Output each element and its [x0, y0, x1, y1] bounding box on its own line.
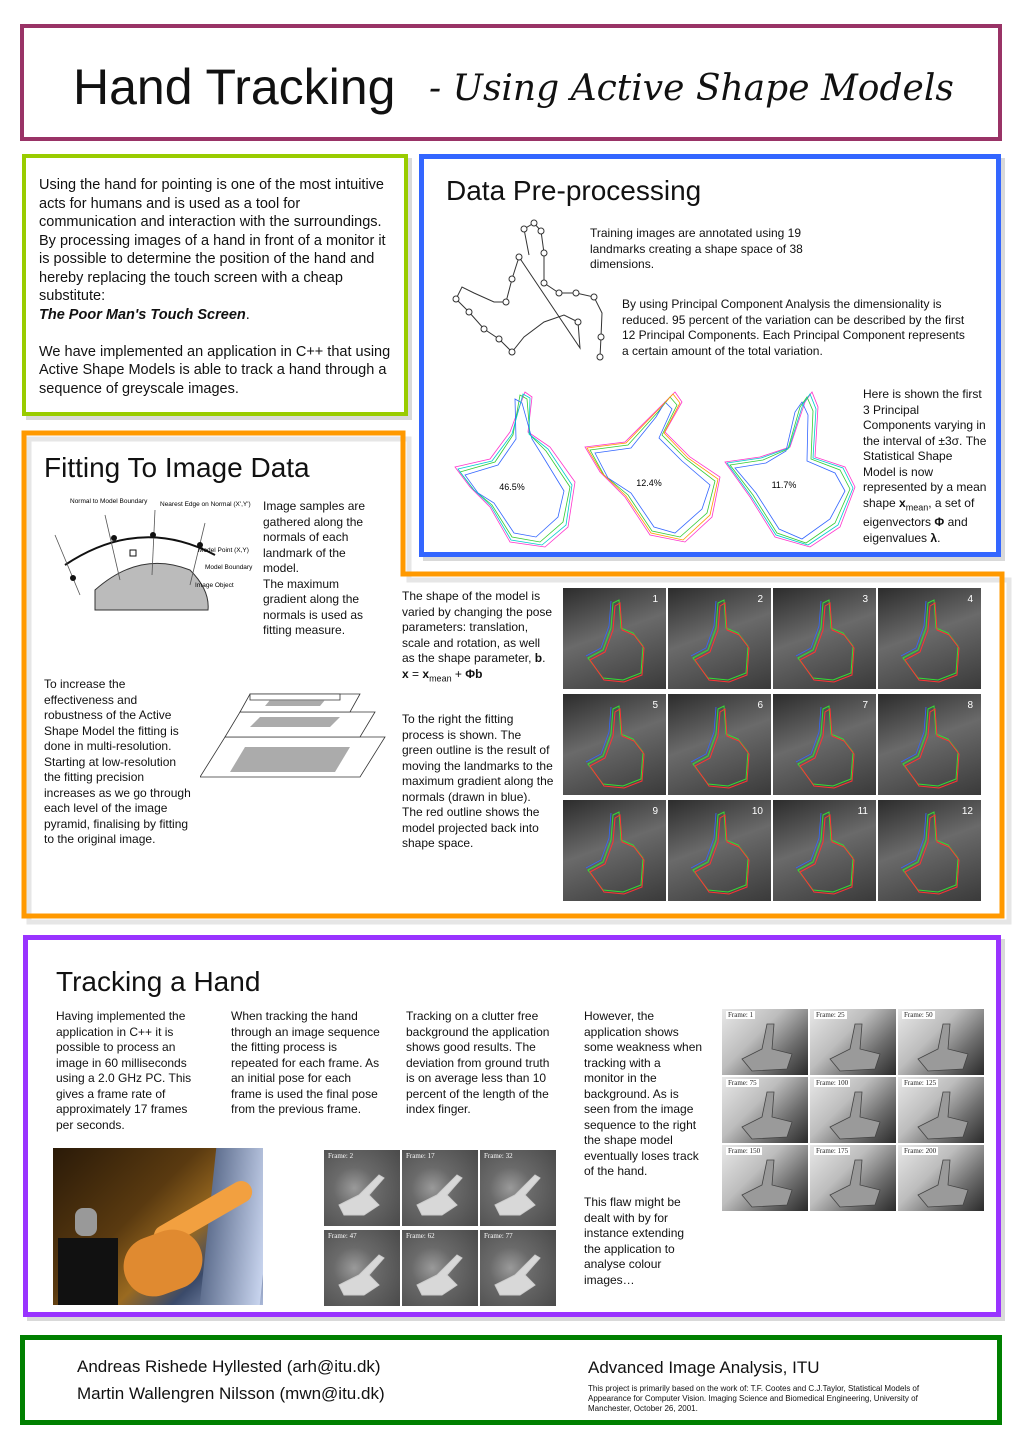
model-text-end: . — [937, 530, 941, 545]
model-mean-x: x — [899, 495, 906, 510]
pose-text: The shape of the model is varied by changing the pose parameters: translation, scale and rotation, as well as the shape parameter, — [402, 589, 553, 665]
clean-tracking-frame — [480, 1150, 556, 1226]
clutter-background-frames — [722, 1009, 983, 1211]
course-name: Advanced Image Analysis, ITU — [588, 1358, 820, 1377]
hand-outline — [668, 588, 771, 689]
page-title: Hand Tracking — [73, 59, 396, 115]
frame-number-label: Frame: 200 — [904, 1147, 937, 1155]
arm-shape — [115, 1221, 211, 1305]
fitting-iteration-frame — [563, 588, 666, 689]
weakness-text: However, the application shows some weakness when tracking with a monitor in the background. As is seen from the image sequence to the right the shape model eventually loses track of the hand. — [584, 1009, 703, 1178]
clutter-tracking-frame — [810, 1145, 896, 1211]
fitting-iteration-frame — [563, 800, 666, 901]
clutter-tracking-frame — [810, 1077, 896, 1143]
model-lambda: λ — [930, 530, 938, 545]
label-normal: Normal to Model Boundary — [70, 498, 148, 505]
clean-tracking-frame — [402, 1150, 478, 1226]
frame-number-label: Frame: 77 — [484, 1232, 513, 1240]
reference-text: This project is primarily based on the work of: T.F. Cootes and C.J.Taylor, Statistical Models of Appearance for Computer Vision. Imaging Science and Biomedical Engineering, University of Manchester, October 26, 2001. — [588, 1384, 920, 1413]
eq-x-mean: x — [422, 666, 430, 681]
fitting-iteration-frame — [668, 694, 771, 795]
fitting-samples-text: Image samples are gathered along the normals of each landmark of the model. The maximum gradient along the normals is used as fitting measure. — [263, 499, 366, 637]
frame-number-label: Frame: 175 — [816, 1147, 849, 1155]
clutter-tracking-frame — [898, 1145, 984, 1211]
iteration-number: 9 — [652, 806, 658, 817]
clutter-tracking-frame — [722, 1009, 808, 1075]
eq-equals: = — [408, 666, 423, 681]
tracking-heading: Tracking a Hand — [56, 966, 261, 997]
frame-number-label: Frame: 50 — [904, 1011, 933, 1019]
image-pyramid-diagram — [200, 682, 390, 782]
tracked-hand — [402, 1230, 478, 1306]
hand-outline — [773, 588, 876, 689]
tracked-hand — [480, 1150, 556, 1226]
clutter-tracking-frame — [810, 1009, 896, 1075]
model-mean-sub: mean — [905, 501, 929, 512]
iteration-number: 11 — [857, 806, 868, 817]
intro-emphasis: The Poor Man's Touch Screen — [39, 306, 246, 323]
tracked-hand — [402, 1150, 478, 1226]
preprocessing-text-pca: By using Principal Component Analysis the dimensionality is reduced. 95 percent of the variation can be described by the first 12 Principal Components. Each Principal Component represents a certain amount of the total variation. — [622, 297, 965, 358]
iteration-number: 7 — [862, 700, 868, 711]
frame-number-label: Frame: 17 — [406, 1152, 435, 1160]
clean-background-frames — [324, 1150, 560, 1308]
frame-number-label: Frame: 75 — [728, 1079, 757, 1087]
frame-number-label: Frame: 32 — [484, 1152, 513, 1160]
model-text-b: , a set of eigenvectors — [863, 495, 975, 530]
label-nearest-edge: Nearest Edge on Normal (X',Y') — [160, 501, 251, 508]
fitting-iteration-frame — [563, 694, 666, 795]
fitting-iteration-frame — [773, 588, 876, 689]
clean-tracking-frame — [324, 1150, 400, 1226]
iteration-number: 3 — [862, 594, 868, 605]
iteration-number: 8 — [967, 700, 973, 711]
eq-phib: Φb — [465, 666, 483, 681]
pc1-percentage: 46.5% — [499, 482, 525, 492]
author-2: Martin Wallengren Nilsson (mwn@itu.dk) — [77, 1384, 385, 1403]
webcam-shape — [75, 1208, 97, 1236]
tracking-col-sequence: When tracking the hand through an image sequence the fitting process is repeated for each frame. As an initial pose for each frame is used the final pose from the previous frame. — [231, 1009, 380, 1116]
frame-number-label: Frame: 62 — [406, 1232, 435, 1240]
intro-paragraph-2: We have implemented an application in C++ that using Active Shape Models is able to track a hand through a sequence of greyscale images. — [39, 343, 391, 397]
eq-mean-sub: mean — [429, 672, 452, 683]
tracking-box — [23, 935, 1001, 1317]
tracked-hand — [324, 1230, 400, 1306]
iteration-number: 12 — [961, 806, 973, 817]
iteration-number: 10 — [751, 806, 763, 817]
clutter-tracking-frame — [898, 1009, 984, 1075]
frame-number-label: Frame: 150 — [728, 1147, 761, 1155]
fitting-heading: Fitting To Image Data — [44, 452, 310, 483]
hand-outline — [563, 588, 666, 689]
tracked-hand — [324, 1150, 400, 1226]
clutter-tracking-frame — [722, 1077, 808, 1143]
clean-tracking-frame — [402, 1230, 478, 1306]
fitting-iteration-frame — [878, 694, 981, 795]
author-1: Andreas Rishede Hyllested (arh@itu.dk) — [77, 1357, 381, 1376]
frame-number-label: Frame: 25 — [816, 1011, 845, 1019]
frame-number-label: Frame: 47 — [328, 1232, 357, 1240]
preprocessing-heading: Data Pre-processing — [446, 175, 702, 206]
multi-resolution-text: To increase the effectiveness and robustness of the Active Shape Model the fitting is done in multi-resolution. Starting at low-resolution the fitting precision increases as we go through each level of the image pyramid, finalising by fitting to the original image. — [44, 677, 191, 846]
frame-number-label: Frame: 1 — [728, 1011, 754, 1019]
hand-outline — [668, 694, 771, 795]
pose-parameters-text — [402, 589, 554, 686]
fitting-iteration-frame — [668, 588, 771, 689]
clutter-tracking-frame — [898, 1077, 984, 1143]
tracked-hand — [480, 1230, 556, 1306]
fitting-process-text: To the right the fitting process is shown. The green outline is the result of moving the landmarks to the maximum gradient along the normals (drawn in blue). The red outline shows the model projected back into shape space. — [402, 712, 554, 850]
hand-outline — [878, 588, 981, 689]
pointing-hand-photo — [53, 1148, 263, 1305]
fitting-iterations-grid — [563, 588, 983, 904]
iteration-number: 1 — [652, 594, 658, 605]
tracking-col-weakness — [584, 1009, 704, 1288]
model-text-c: and eigenvalues — [863, 515, 968, 545]
footer-box — [20, 1335, 1002, 1425]
iteration-number: 4 — [967, 594, 973, 605]
label-model-boundary: Model Boundary — [205, 564, 253, 571]
eq-plus: + — [451, 666, 466, 681]
eq-x: x — [402, 666, 409, 681]
weakness-future-text: This flaw might be dealt with by for instance extending the application to analyse colour images… — [584, 1195, 685, 1287]
fitting-iteration-frame — [878, 588, 981, 689]
monitor-shape — [200, 1148, 263, 1305]
pc3-percentage: 11.7% — [771, 480, 797, 490]
hand-outline — [563, 800, 666, 901]
iteration-number: 6 — [757, 700, 763, 711]
pose-dot: . — [542, 651, 546, 665]
preprocessing-text-landmarks: Training images are annotated using 19 landmarks creating a shape space of 38 dimensions. — [590, 226, 803, 271]
fitting-iteration-frame — [668, 800, 771, 901]
frame-number-label: Frame: 125 — [904, 1079, 937, 1087]
fitting-iteration-frame — [773, 800, 876, 901]
hand-outline — [878, 694, 981, 795]
label-image-object: Image Object — [195, 582, 234, 589]
intro-paragraph-1: Using the hand for pointing is one of the most intuitive acts for humans and is used as a tool for communication and interaction with the surroundings. By processing images of a hand in front of a monitor it is possible to determine the position of the hand and hereby replacing the touch screen with a cheap substitute: — [39, 177, 386, 304]
model-text-a: Here is shown the first 3 Principal Components varying in the interval of ±3σ. The Statistical Shape Model is now represented by a mean shape — [863, 387, 987, 510]
iteration-number: 5 — [652, 700, 658, 711]
label-model-point: Model Point (X,Y) — [198, 547, 249, 554]
clean-tracking-frame — [324, 1230, 400, 1306]
tracking-col-performance: Having implemented the application in C++ it is possible to process an image in 60 milliseconds using a 2.0 GHz PC. This gives a frame rate of approximately 17 frames per seconds. — [56, 1009, 192, 1132]
iteration-number: 2 — [757, 594, 763, 605]
frame-number-label: Frame: 2 — [328, 1152, 354, 1160]
frame-number-label: Frame: 100 — [816, 1079, 849, 1087]
pc2-percentage: 12.4% — [636, 478, 662, 488]
model-phi: Φ — [934, 515, 945, 530]
fitting-iteration-frame — [773, 694, 876, 795]
fitting-iteration-frame — [878, 800, 981, 901]
page-subtitle: - Using Active Shape Models — [429, 68, 954, 109]
webcam-stand — [58, 1238, 118, 1305]
clutter-tracking-frame — [722, 1145, 808, 1211]
hand-outline — [563, 694, 666, 795]
intro-emphasis-end: . — [245, 306, 250, 323]
pose-b: b — [534, 651, 543, 665]
tracking-col-clean: Tracking on a clutter free background the application shows good results. The deviation from ground truth is on average less than 10 percent of the length of the index finger. — [406, 1009, 550, 1116]
normal-to-boundary-diagram — [40, 495, 260, 615]
clean-tracking-frame — [480, 1230, 556, 1306]
hand-outline — [773, 694, 876, 795]
